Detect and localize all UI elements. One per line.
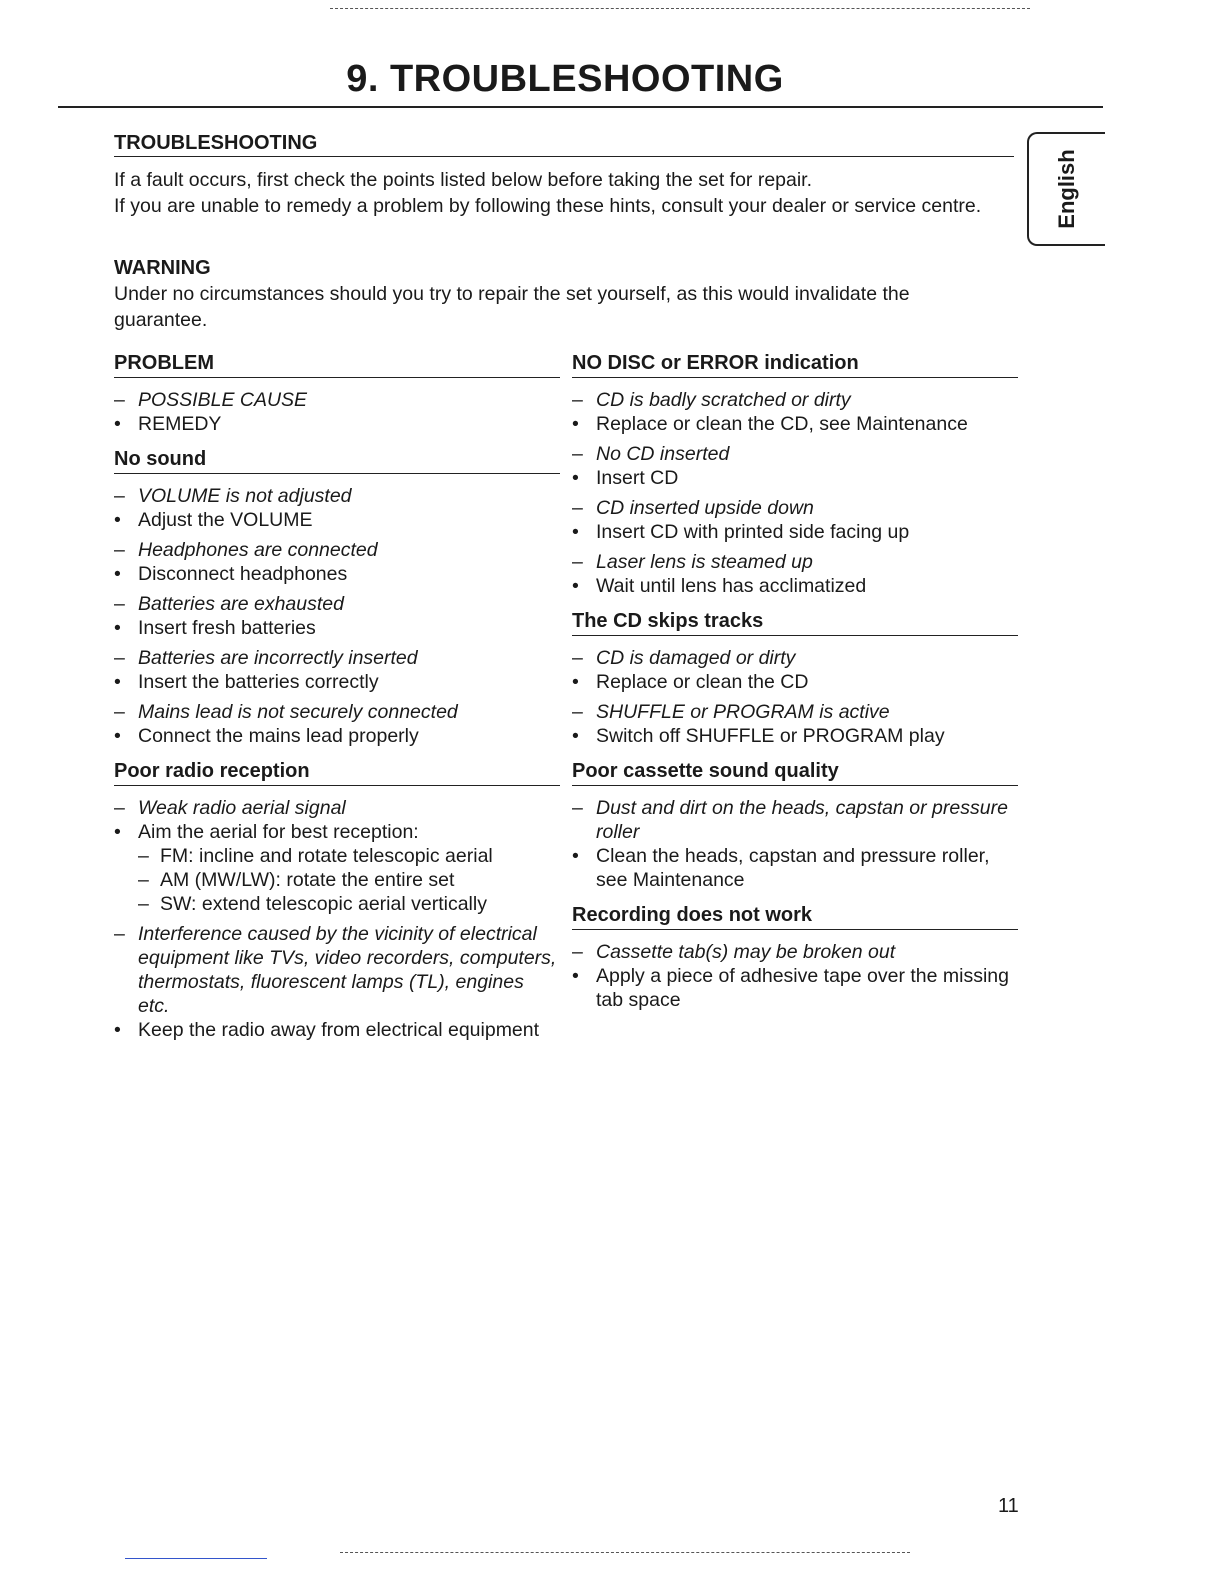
cause-line	[572, 442, 1018, 466]
cause-line	[572, 550, 1018, 574]
dash-mark: –	[572, 647, 583, 669]
possible-cause: CD is damaged or dirty	[596, 647, 796, 669]
cause-line	[114, 538, 560, 562]
problem-entry	[114, 700, 560, 748]
remedy: Aim the aerial for best reception:	[138, 821, 419, 843]
remedy: REMEDY	[138, 413, 222, 435]
cause-line	[572, 388, 1018, 412]
possible-cause: VOLUME is not adjusted	[138, 485, 352, 507]
bullet-mark: •	[572, 725, 579, 747]
problem-entry	[572, 442, 1018, 490]
problem-entry	[572, 700, 1018, 748]
section-heading: Recording does not work	[572, 902, 1018, 930]
dash-mark: –	[114, 389, 125, 411]
problem-entry	[114, 484, 560, 532]
dash-mark: –	[572, 797, 583, 819]
remedy: Replace or clean the CD	[596, 671, 809, 693]
possible-cause: Dust and dirt on the heads, capstan or pressure roller	[596, 797, 1008, 843]
bottom-scan-rule	[340, 1552, 910, 1553]
bullet-mark: •	[114, 671, 121, 693]
remedy-sub-line	[114, 892, 560, 916]
possible-cause: Batteries are exhausted	[138, 593, 344, 615]
problem-entry	[572, 796, 1018, 892]
language-tab	[1027, 132, 1105, 246]
remedy: Switch off SHUFFLE or PROGRAM play	[596, 725, 945, 747]
bottom-left-rule	[125, 1558, 267, 1559]
remedy: Replace or clean the CD, see Maintenance	[596, 413, 968, 435]
troubleshooting-section	[572, 608, 1018, 748]
remedy: Clean the heads, capstan and pressure roller, see Maintenance	[596, 845, 990, 891]
left-column	[114, 350, 560, 1052]
cause-line	[572, 796, 1018, 844]
problem-entry	[572, 388, 1018, 436]
right-column	[572, 350, 1018, 1022]
remedy-line	[114, 508, 560, 532]
bullet-mark: •	[572, 965, 579, 987]
remedy-line	[572, 466, 1018, 490]
remedy-line	[572, 574, 1018, 598]
section-heading: No sound	[114, 446, 560, 474]
problem-entry	[114, 922, 560, 1042]
remedy-line	[572, 412, 1018, 436]
bullet-mark: •	[572, 671, 579, 693]
possible-cause: Weak radio aerial signal	[138, 797, 346, 819]
remedy-line	[114, 412, 560, 436]
cause-line	[572, 940, 1018, 964]
cause-line	[114, 796, 560, 820]
remedy-line	[572, 670, 1018, 694]
cause-line	[114, 388, 560, 412]
bullet-mark: •	[572, 413, 579, 435]
remedy-sub-item: SW: extend telescopic aerial vertically	[160, 893, 487, 915]
section-heading: Poor radio reception	[114, 758, 560, 786]
remedy-line	[114, 670, 560, 694]
remedy: Insert CD	[596, 467, 679, 489]
cause-line	[114, 700, 560, 724]
dash-mark: –	[114, 539, 125, 561]
possible-cause: Interference caused by the vicinity of electrical equipment like TVs, video recorders, computers, thermostats, fluorescent lamps (TL), engines etc.	[138, 923, 557, 1017]
remedy: Adjust the VOLUME	[138, 509, 313, 531]
section-heading: The CD skips tracks	[572, 608, 1018, 636]
warning-text: Under no circumstances should you try to repair the set yourself, as this would invalidate the guarantee.	[114, 283, 910, 331]
remedy: Connect the mains lead properly	[138, 725, 419, 747]
bullet-mark: •	[572, 521, 579, 543]
remedy: Keep the radio away from electrical equipment	[138, 1019, 540, 1041]
problem-entry	[114, 646, 560, 694]
remedy: Insert CD with printed side facing up	[596, 521, 910, 543]
problem-entry	[572, 940, 1018, 1012]
dash-mark: –	[572, 941, 583, 963]
troubleshooting-section	[572, 758, 1018, 892]
possible-cause: SHUFFLE or PROGRAM is active	[596, 701, 890, 723]
bullet-mark: •	[114, 1019, 121, 1041]
remedy: Apply a piece of adhesive tape over the missing tab space	[596, 965, 1009, 1011]
dash-mark: –	[572, 551, 583, 573]
language-tab-label: English	[1054, 149, 1079, 229]
dash-mark: –	[114, 593, 125, 615]
cause-line	[572, 646, 1018, 670]
bullet-mark: •	[114, 509, 121, 531]
troubleshooting-section	[114, 758, 560, 1042]
bullet-mark: •	[114, 563, 121, 585]
dash-mark: –	[138, 845, 149, 867]
remedy-sub-line	[114, 868, 560, 892]
dash-mark: –	[114, 647, 125, 669]
dash-mark: –	[572, 497, 583, 519]
cause-line	[114, 484, 560, 508]
dash-mark: –	[572, 701, 583, 723]
problem-entry	[114, 538, 560, 586]
remedy-line	[114, 562, 560, 586]
dash-mark: –	[114, 485, 125, 507]
cause-line	[114, 592, 560, 616]
cause-line	[572, 700, 1018, 724]
remedy-sub-line	[114, 844, 560, 868]
cause-line	[114, 922, 560, 1018]
warning-heading: WARNING	[114, 257, 211, 279]
page-title: 9. TROUBLESHOOTING	[346, 58, 784, 100]
problem-entry	[572, 496, 1018, 544]
possible-cause: CD inserted upside down	[596, 497, 814, 519]
problem-entry	[114, 388, 560, 436]
bullet-mark: •	[572, 845, 579, 867]
remedy-sub-item: AM (MW/LW): rotate the entire set	[160, 869, 455, 891]
section-heading: NO DISC or ERROR indication	[572, 350, 1018, 378]
possible-cause: No CD inserted	[596, 443, 730, 465]
intro-heading: TROUBLESHOOTING	[114, 132, 1014, 157]
troubleshooting-section	[572, 350, 1018, 598]
dash-mark: –	[138, 893, 149, 915]
page-number: 11	[998, 1495, 1019, 1517]
remedy-sub-item: FM: incline and rotate telescopic aerial	[160, 845, 493, 867]
bullet-mark: •	[572, 467, 579, 489]
bullet-mark: •	[114, 821, 121, 843]
intro-text: If a fault occurs, first check the points listed below before taking the set for repair. If you are unable to remedy a problem by following these hints, consult your dealer or service centre.	[114, 169, 982, 217]
remedy: Wait until lens has acclimatized	[596, 575, 867, 597]
remedy: Disconnect headphones	[138, 563, 348, 585]
problem-entry	[572, 646, 1018, 694]
possible-cause: Cassette tab(s) may be broken out	[596, 941, 896, 963]
bullet-mark: •	[114, 413, 121, 435]
intro-section	[114, 132, 1014, 219]
section-heading: PROBLEM	[114, 350, 560, 378]
bullet-mark: •	[114, 725, 121, 747]
possible-cause: Batteries are incorrectly inserted	[138, 647, 418, 669]
remedy-line	[114, 616, 560, 640]
warning-section	[114, 255, 994, 333]
remedy-line	[114, 724, 560, 748]
problem-entry	[572, 550, 1018, 598]
dash-mark: –	[138, 869, 149, 891]
remedy-line	[114, 1018, 560, 1042]
remedy: Insert the batteries correctly	[138, 671, 379, 693]
section-heading: Poor cassette sound quality	[572, 758, 1018, 786]
dash-mark: –	[114, 701, 125, 723]
remedy-line	[572, 724, 1018, 748]
top-scan-rule	[330, 8, 1030, 9]
troubleshooting-section	[114, 350, 560, 436]
possible-cause: Headphones are connected	[138, 539, 378, 561]
bullet-mark: •	[572, 575, 579, 597]
possible-cause: CD is badly scratched or dirty	[596, 389, 851, 411]
possible-cause: POSSIBLE CAUSE	[138, 389, 308, 411]
possible-cause: Laser lens is steamed up	[596, 551, 813, 573]
remedy-line	[572, 844, 1018, 892]
problem-entry	[114, 796, 560, 916]
possible-cause: Mains lead is not securely connected	[138, 701, 458, 723]
remedy-line	[114, 820, 560, 844]
troubleshooting-section	[114, 446, 560, 748]
dash-mark: –	[114, 923, 125, 945]
troubleshooting-section	[572, 902, 1018, 1012]
cause-line	[114, 646, 560, 670]
cause-line	[572, 496, 1018, 520]
dash-mark: –	[572, 443, 583, 465]
remedy-line	[572, 520, 1018, 544]
remedy: Insert fresh batteries	[138, 617, 316, 639]
problem-entry	[114, 592, 560, 640]
bullet-mark: •	[114, 617, 121, 639]
dash-mark: –	[572, 389, 583, 411]
dash-mark: –	[114, 797, 125, 819]
title-divider	[58, 106, 1103, 108]
remedy-line	[572, 964, 1018, 1012]
